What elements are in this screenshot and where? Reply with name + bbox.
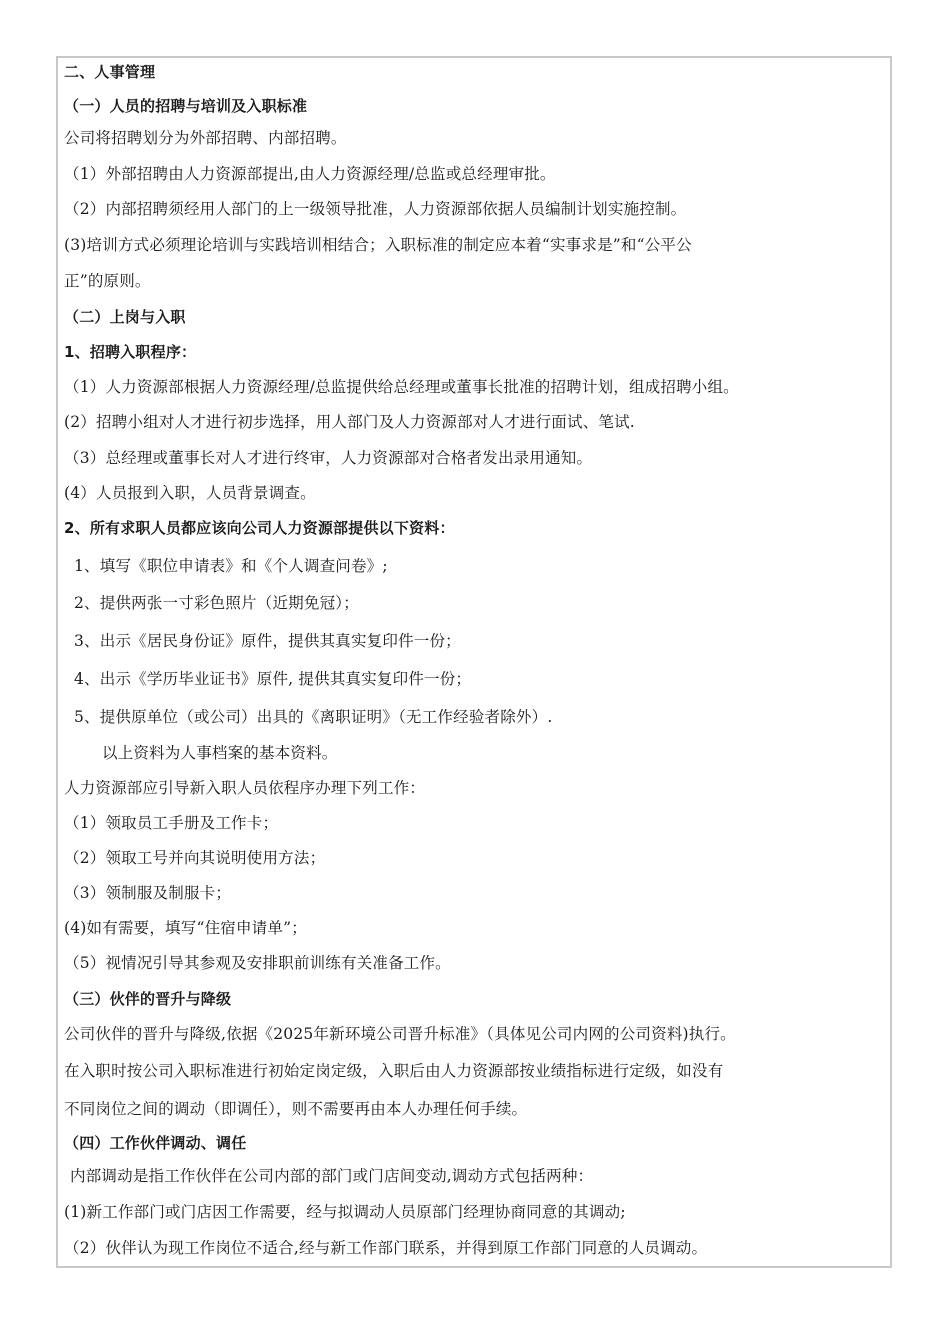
paragraph-line: (1)新工作部门或门店因工作需要，经与拟调动人员原部门经理协商同意的其调动;: [64, 1203, 626, 1221]
paragraph-line: （3）总经理或董事长对人才进行终审，人力资源部对合格者发出录用通知。: [64, 449, 593, 467]
list-item: 4、出示《学历毕业证书》原件, 提供其真实复印件一份；: [74, 670, 472, 688]
list-item: 3、出示《居民身份证》原件，提供其真实复印件一份；: [74, 632, 461, 650]
paragraph-line: （1）人力资源部根据人力资源经理/总监提供给总经理或董事长批准的招聘计划，组成招聘小组。: [64, 378, 739, 396]
paragraph-line: （2）内部招聘须经用人部门的上一级领导批准，人力资源部依据人员编制计划实施控制。: [64, 200, 687, 218]
paragraph-line: 公司伙伴的晋升与降级,依据《2025年新环境公司晋升标准》（具体见公司内网的公司资料)执行。: [64, 1025, 736, 1043]
paragraph-line: 正”的原则。: [64, 272, 151, 290]
list-item: （5）视情况引导其参观及安排职前训练有关准备工作。: [64, 954, 451, 972]
paragraph-line: （2）伙伴认为现工作岗位不适合,经与新工作部门联系，并得到原工作部门同意的人员调动。: [64, 1239, 708, 1257]
paragraph-line: (3)培训方式必须理论培训与实践培训相结合；入职标准的制定应本着“实事求是”和“公平公: [64, 236, 692, 254]
paragraph-line: 在入职时按公司入职标准进行初始定岗定级，入职后由人力资源部按业绩指标进行定级，如没有: [64, 1062, 724, 1080]
paragraph-line: （1）外部招聘由人力资源部提出,由人力资源经理/总监或总经理审批。: [64, 165, 556, 183]
subsection-heading: （四）工作伙伴调动、调任: [64, 1134, 247, 1152]
paragraph-line: 人力资源部应引导新入职人员依程序办理下列工作：: [64, 779, 426, 797]
subsection-heading: （三）伙伴的晋升与降级: [64, 990, 232, 1008]
list-item: （2）领取工号并向其说明使用方法；: [64, 849, 326, 867]
list-item: (4)如有需要，填写“住宿申请单”；: [64, 919, 307, 937]
subsection-heading: （一）人员的招聘与培训及入职标准: [64, 97, 308, 115]
list-item: 5、提供原单位（或公司）出具的《离职证明》（无工作经验者除外）.: [74, 708, 553, 726]
item-heading: 2、所有求职人员都应该向公司人力资源部提供以下资料：: [64, 519, 455, 537]
paragraph-line: (4）人员报到入职，人员背景调查。: [64, 484, 316, 502]
list-item: 1、填写《职位申请表》和《个人调查问卷》;: [74, 557, 388, 575]
paragraph-line: 公司将招聘划分为外部招聘、内部招聘。: [64, 129, 347, 147]
list-item: （1）领取员工手册及工作卡；: [64, 814, 279, 832]
paragraph-line: (2）招聘小组对人才进行初步选择，用人部门及人力资源部对人才进行面试、笔试.: [64, 413, 635, 431]
list-item: 2、提供两张一寸彩色照片（近期免冠）；: [74, 594, 359, 612]
list-item: （3）领制服及制服卡；: [64, 884, 232, 902]
paragraph-line: 以上资料为人事档案的基本资料。: [102, 744, 338, 762]
paragraph-line: 不同岗位之间的调动（即调任），则不需要再由本人办理任何手续。: [64, 1100, 528, 1118]
section-heading: 二、人事管理: [64, 63, 156, 81]
paragraph-line: 内部调动是指工作伙伴在公司内部的部门或门店间变动,调动方式包括两种：: [70, 1167, 594, 1185]
subsection-heading: （二）上岗与入职: [64, 308, 186, 326]
item-heading: 1、招聘入职程序：: [64, 343, 197, 361]
